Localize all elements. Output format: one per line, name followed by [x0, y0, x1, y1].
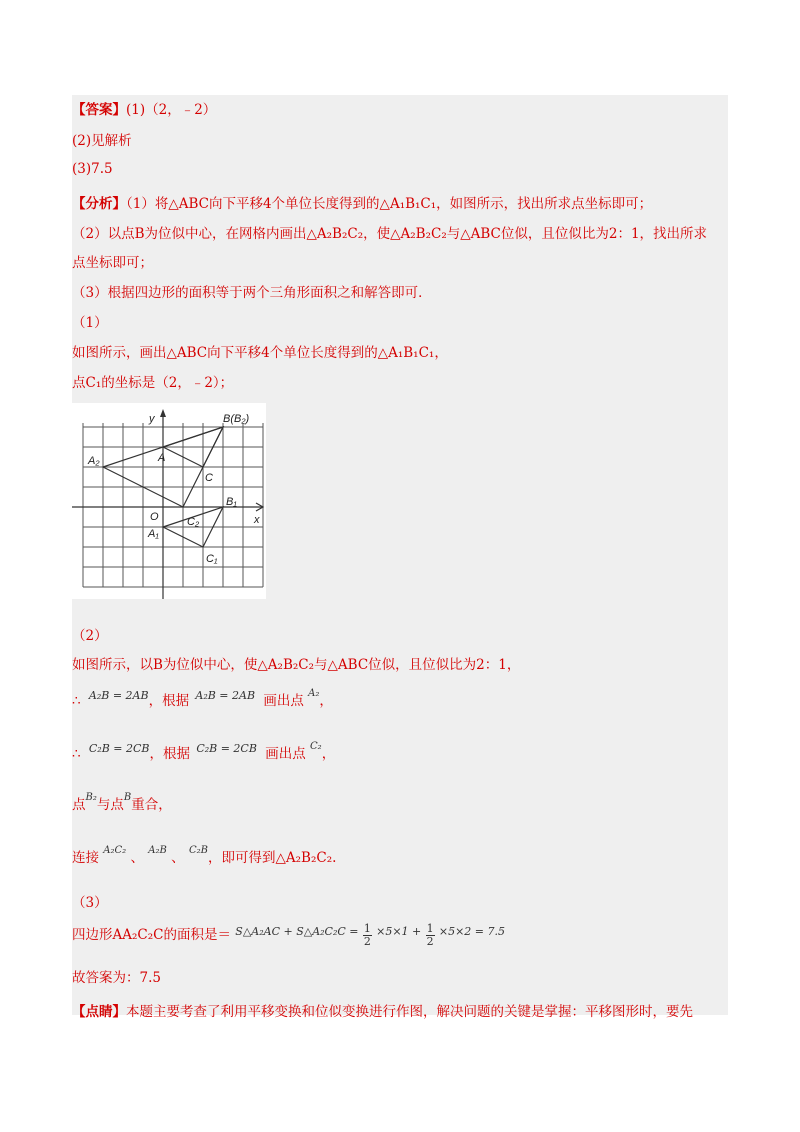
answer-tag: 【答案】 — [72, 102, 126, 118]
part1-line1: 如图所示，画出△ABC向下平移4个单位长度得到的△A₁B₁C₁， — [72, 345, 448, 361]
answer-part1: (1)（2，﹣2） — [126, 102, 217, 118]
coordinate-grid-figure — [72, 403, 266, 599]
segment-a2c2: A₂C₂ — [103, 845, 127, 856]
document-page — [72, 95, 728, 1020]
label-c: C — [205, 472, 213, 484]
segment-a2b: A₂B — [148, 845, 167, 856]
answer-line — [72, 98, 216, 118]
answer-part3: (3)7.5 — [72, 161, 113, 177]
comment-tag: 【点睛】 — [72, 1004, 126, 1020]
segment-c2b: C₂B — [188, 845, 208, 856]
final-answer: 故答案为：7.5 — [72, 970, 161, 986]
label-c1: C₁ — [206, 553, 218, 565]
point-b2: B₂ — [85, 792, 97, 803]
eq-a2b-ref: A₂B = 2AB — [195, 689, 256, 702]
fraction-half-2: $\frac{1}{2}$ — [426, 922, 434, 948]
analysis-line2: （2）以点B为位似中心，在网格内画出△A₂B₂C₂，使△A₂B₂C₂与△ABC位似，且位似比为2：1，找出所求 — [72, 226, 708, 242]
label-o: O — [150, 511, 159, 523]
comment-line: 【点睛】本题主要考查了利用平移变换和位似变换进行作图，解决问题的关键是掌握：平移图形时，要先 — [72, 1004, 693, 1020]
eq-a2b: A₂B = 2AB — [88, 689, 149, 702]
analysis-line1: 【分析】（1）将△ABC向下平移4个单位长度得到的△A₁B₁C₁，如图所示，找出所求点坐标即可； — [72, 196, 653, 212]
part2-line2: ∴ $^{A_2B = 2AB}$，根据 $^{A_2B = 2AB}$ 画出点 $^{A_2}$， — [72, 688, 333, 709]
part2-line1: 如图所示，以B为位似中心，使△A₂B₂C₂与△ABC位似，且位似比为2：1， — [72, 657, 521, 673]
part3-line1: 四边形AA₂C₂C的面积是＝ $^{S\triangle A_2AC + S\triangle A_2C_2C =}$ $\frac{1}{2}$ $^{\times 5\times 1 +}$ $\frac{1}{2}$ $^{\times 5\times 2 = 7.5}$ — [72, 922, 505, 948]
analysis-line3: 点坐标即可； — [72, 255, 153, 271]
eq-c2b: C₂B = 2CB — [88, 742, 150, 755]
label-y: y — [149, 413, 155, 425]
label-c2: C₂ — [187, 516, 200, 528]
y-axis-arrow — [160, 409, 166, 417]
part2-line5: 连接 $^{A_2C_2}$ 、 $^{A_2B}$ 、 $^{C_2B}$，即可得到△A₂B₂C₂. — [72, 845, 337, 866]
part3-heading: （3） — [72, 895, 108, 911]
analysis-line4: （3）根据四边形的面积等于两个三角形面积之和解答即可． — [72, 285, 432, 301]
point-c2: C₂ — [310, 741, 322, 752]
part1-heading: （1） — [72, 315, 108, 331]
part2-line3: ∴ $^{C_2B = 2CB}$，根据 $^{C_2B = 2CB}$ 画出点 $^{C_2}$， — [72, 741, 336, 762]
label-a1: A₁ — [148, 528, 159, 540]
label-a2: A₂ — [88, 455, 100, 467]
part2-line4: 点$^{B_2}$与点$^B$重合， — [72, 792, 172, 813]
point-b: B — [123, 792, 132, 803]
analysis-tag: 【分析】 — [72, 196, 126, 212]
area-formula: S△A₂AC + S△A₂C₂C = — [235, 925, 359, 938]
part2-heading: （2） — [72, 628, 108, 644]
fraction-half-1: $\frac{1}{2}$ — [363, 922, 371, 948]
part1-line2: 点C₁的坐标是（2，﹣2）； — [72, 375, 234, 391]
label-b-b2: B(B₂) — [223, 413, 250, 425]
eq-c2b-ref: C₂B = 2CB — [196, 742, 257, 755]
point-a2: A₂ — [308, 688, 320, 699]
answer-part2: (2)见解析 — [72, 133, 132, 149]
label-b1: B₁ — [226, 496, 237, 508]
label-x: x — [254, 514, 260, 526]
label-a: A — [158, 452, 166, 464]
grid-svg — [72, 403, 266, 599]
